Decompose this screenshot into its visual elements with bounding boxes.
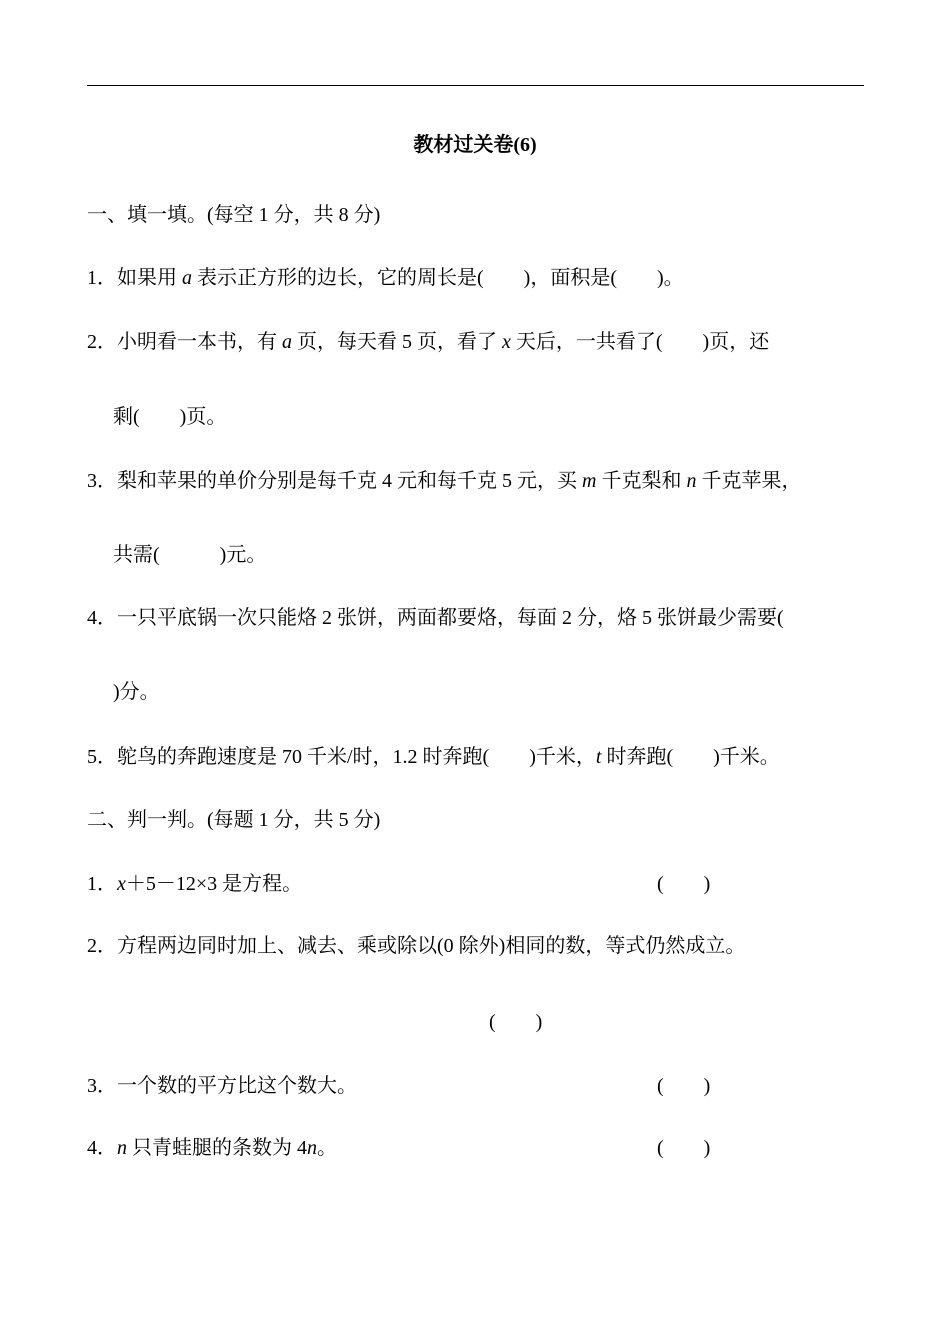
judge-question-1 [87, 871, 302, 897]
fill-question-2-cont [113, 404, 226, 430]
variable: n [117, 1137, 127, 1159]
text-segment: ＋5－12×3 是方程。 [125, 873, 303, 895]
variable: a [282, 331, 292, 353]
variable: x [117, 873, 126, 895]
text-segment: 。 [317, 1137, 337, 1159]
variable: a [182, 267, 192, 289]
fill-question-4 [87, 605, 784, 631]
text-segment: 3．梨和苹果的单价分别是每千克 4 元和每千克 5 元，买 [87, 470, 582, 492]
text-segment: 1． [87, 873, 117, 895]
judge-question-2 [87, 933, 745, 959]
judge-question-3 [87, 1073, 357, 1099]
text-segment: 4． [87, 1137, 117, 1159]
fill-question-2 [87, 329, 769, 355]
section-1-heading [87, 202, 380, 228]
text-segment: 时奔跑( )千米。 [601, 746, 780, 768]
text-segment: 千克梨和 [596, 470, 687, 492]
text-segment: 共需( )元。 [113, 544, 267, 566]
fill-question-3 [87, 468, 801, 494]
fill-question-3-cont [113, 542, 266, 568]
variable: m [582, 470, 597, 492]
section-2-heading [87, 807, 380, 833]
page-title: 教材过关卷(6) [413, 134, 537, 156]
text-segment: 表示正方形的边长，它的周长是( )，面积是( )。 [192, 267, 684, 289]
text-segment: 2．方程两边同时加上、减去、乘或除以(0 除外)相同的数，等式仍然成立。 [87, 935, 746, 957]
fill-question-5 [87, 744, 780, 770]
text-segment: 千克苹果， [696, 470, 802, 492]
text-segment: 二、判一判。(每题 1 分，共 5 分) [87, 809, 381, 831]
text-segment: 页，每天看 5 页，看了 [292, 331, 502, 353]
fill-question-1 [87, 265, 684, 291]
fill-question-4-cont [113, 679, 160, 705]
answer-blank-judge-2[interactable]: ( ) [489, 1011, 543, 1033]
variable: n [307, 1137, 317, 1159]
variable: x [502, 331, 511, 353]
text-segment: 2．小明看一本书，有 [87, 331, 282, 353]
text-segment: 一、填一填。(每空 1 分，共 8 分) [87, 204, 381, 226]
text-segment: 1．如果用 [87, 267, 182, 289]
variable: t [595, 746, 602, 768]
text-segment: 3．一个数的平方比这个数大。 [87, 1075, 357, 1097]
answer-blank-judge-3[interactable]: ( ) [657, 1075, 711, 1097]
text-segment: 剩( )页。 [113, 406, 227, 428]
text-segment: 5．鸵鸟的奔跑速度是 70 千米/时，1.2 时奔跑( )千米， [87, 746, 596, 768]
variable: n [686, 470, 697, 492]
answer-blank-judge-4[interactable]: ( ) [657, 1137, 711, 1159]
judge-question-4 [87, 1135, 337, 1161]
answer-blank-judge-1[interactable]: ( ) [657, 873, 711, 895]
text-segment: 4．一只平底锅一次只能烙 2 张饼，两面都要烙，每面 2 分，烙 5 张饼最少需要( [87, 607, 784, 629]
text-segment: 天后，一共看了( )页，还 [510, 331, 770, 353]
text-segment: )分。 [113, 681, 160, 703]
text-segment: 只青蛙腿的条数为 4 [127, 1137, 307, 1159]
header-rule [87, 85, 864, 86]
